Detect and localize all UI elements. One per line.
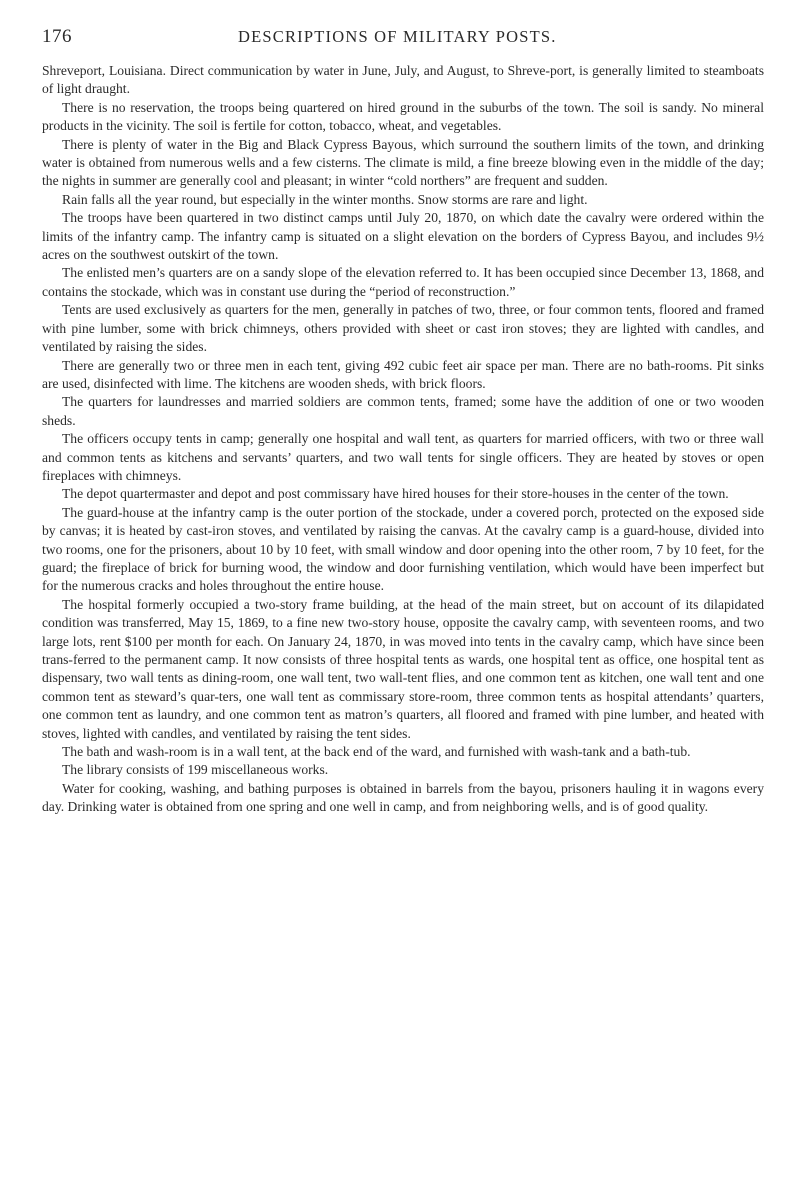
paragraph: The officers occupy tents in camp; generally one hospital and wall tent, as quarters for married officers, with two or three wall and common tents as kitchens and servants’ quarters, and two wall tents for single officers. They are heated by stoves or open fireplaces with chimneys. — [42, 431, 764, 483]
paragraph: The enlisted men’s quarters are on a sandy slope of the elevation referred to. It has been occupied since December 13, 1868, and contains the stockade, which was in constant use during the “period of reconstruction.” — [42, 265, 764, 299]
page-number: 176 — [42, 26, 72, 47]
paragraph: Water for cooking, washing, and bathing purposes is obtained in barrels from the bayou, prisoners hauling it in wagons every day. Drinking water is obtained from one spring and one well in camp, and from neighboring wells, and is of good quality. — [42, 780, 764, 815]
body-text — [42, 62, 764, 817]
paragraph: The hospital formerly occupied a two-story frame building, at the head of the main street, but on account of its dilapidated condition was transferred, May 15, 1869, to a fine new two-story house, opposite the cavalry camp, with seventeen rooms, and two large lots, rent $100 per month for each. On January 24, 1870, in was moved into tents in the cavalry camp, which have since been trans-ferred to the permanent camp. It now consists of three hospital tents as wards, one hospital tent as office, one hospital tent as dispensary, two wall tents as dining-room, one wall tent, two wall-tent flies, and one common tent as kitchen, one wall tent and one common tent as steward’s quar-ters, one wall tent as commissary store-room, three common tents as hospital attendants’ quarters, one common tent as laundry, and one common tent as matron’s quarters, all floored and framed with pine lumber, and heated with stoves, lighted with candles, and ventilated by raising the tent sides. — [42, 596, 764, 741]
paragraph: The troops have been quartered in two distinct camps until July 20, 1870, on which date the cavalry were ordered within the limits of the infantry camp. The infantry camp is situated on a slight elevation on the borders of Cypress Bayou, and includes 9½ acres on the southwest outskirt of the town. — [42, 210, 764, 263]
paragraph: The bath and wash-room is in a wall tent, at the back end of the ward, and furnished with wash-tank and a bath-tub. — [62, 744, 691, 760]
paragraph: There is no reservation, the troops being quartered on hired ground in the suburbs of the town. The soil is sandy. No mineral products in the vicinity. The soil is fertile for cotton, tobacco, wheat, and vegetables. — [42, 99, 764, 134]
paragraph: The quarters for laundresses and married soldiers are common tents, framed; some have the addition of one or two wooden sheds. — [42, 394, 764, 428]
paragraph: The depot quartermaster and depot and post commissary have hired houses for their store-houses in the center of the town. — [62, 486, 729, 502]
paragraph: Shreveport, Louisiana. Direct communication by water in June, July, and August, to Shreve-port, is generally limited to steamboats of light draught. — [42, 63, 764, 97]
page-header — [42, 26, 762, 48]
paragraph: Tents are used exclusively as quarters for the men, generally in patches of two, three, or four common tents, floored and framed with pine lumber, some with brick chimneys, others provided with sheet or cast iron stoves; they are lighted with candles, and ventilated by raising the sides. — [42, 302, 764, 355]
paragraph: There is plenty of water in the Big and Black Cypress Bayous, which surround the southern limits of the town, and drinking water is obtained from numerous wells and a few cisterns. The climate is mild, a fine breeze blowing even in the middle of the day; the nights in summer are generally cool and pleasant; in winter “cold northers” are frequent and sudden. — [42, 136, 764, 189]
paragraph: There are generally two or three men in each tent, giving 492 cubic feet air space per man. There are no bath-rooms. Pit sinks are used, disinfected with lime. The kitchens are wooden sheds, with brick floors. — [42, 357, 764, 391]
running-head: DESCRIPTIONS OF MILITARY POSTS. — [238, 27, 557, 46]
paragraph: Rain falls all the year round, but especially in the winter months. Snow storms are rare and light. — [62, 191, 588, 207]
paragraph: The guard-house at the infantry camp is the outer portion of the stockade, under a covered porch, protected on the exposed side by canvas; it is heated by cast-iron stoves, and ventilated by raising the canvas. At the cavalry camp is a guard-house, divided into two rooms, one for the prisoners, about 10 by 10 feet, with small window and door opening into the other room, 7 by 10 feet, for the guard; the fireplace of brick for burning wood, the window and door furnishing ventilation, which would have been imperfect but for the numerous cracks and holes throughout the entire house. — [42, 504, 764, 594]
paragraph: The library consists of 199 miscellaneous works. — [62, 762, 329, 778]
